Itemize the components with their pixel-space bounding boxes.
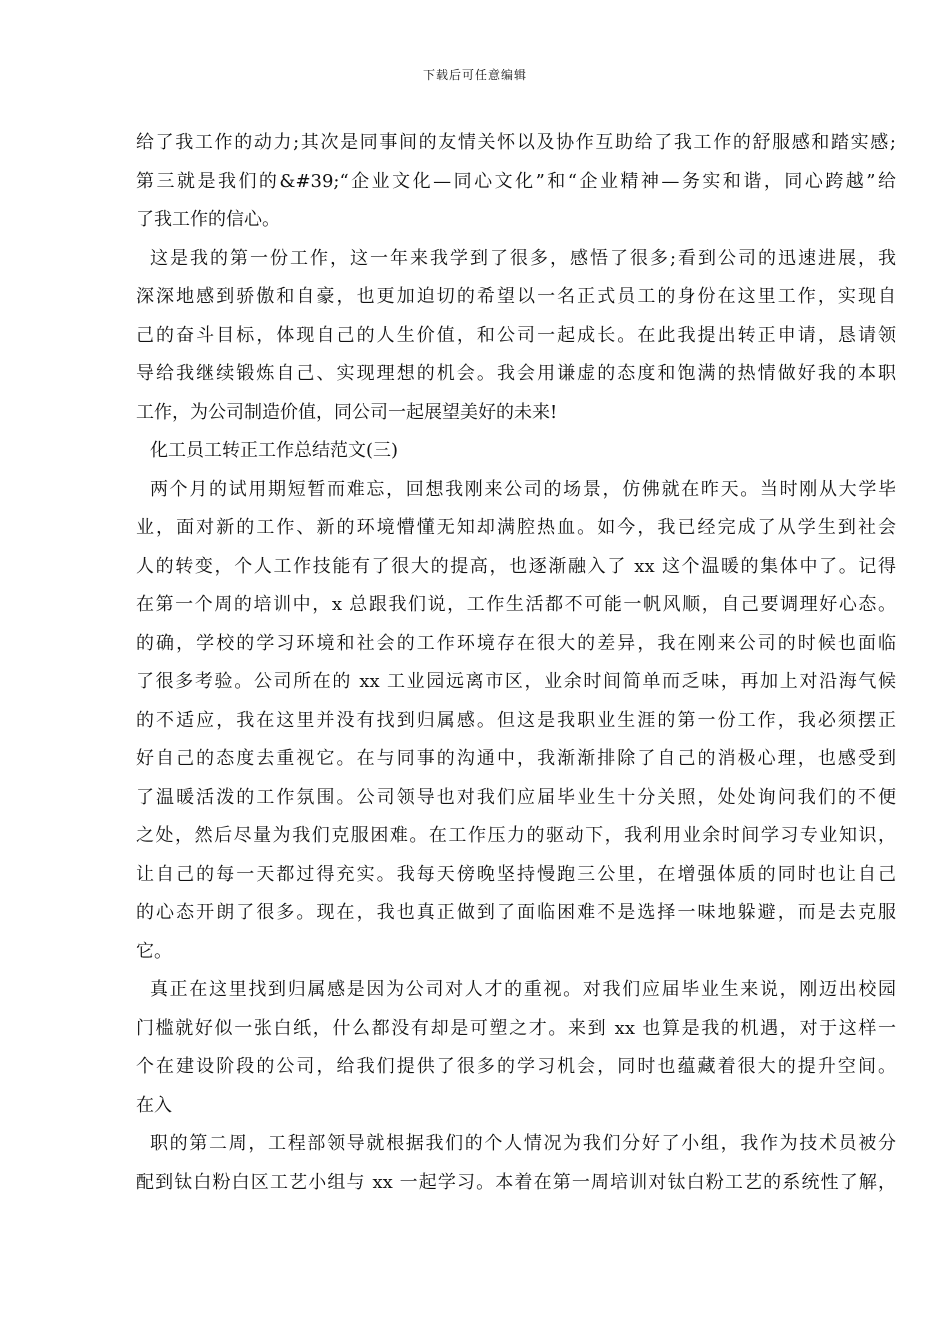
text-line: 给了我工作的动力;其次是同事间的友情关怀以及协作互助给了我工作的舒服感和踏实感;: [136, 132, 896, 153]
text-line: 的心态开朗了很多。现在，我也真正做到了面临困难不是选择一味地躲避，而是去克服: [136, 902, 896, 923]
text-line: 两个月的试用期短暂而难忘，回想我刚来公司的场景，仿佛就在昨天。当时刚从大学毕: [150, 478, 896, 500]
text-line: 业，面对新的工作、新的环境懵懂无知却满腔热血。如今，我已经完成了从学生到社会: [136, 517, 896, 538]
text-line: 工作，为公司制造价值，同公司一起展望美好的未来!: [136, 401, 558, 423]
text-line: 配到钛白粉白区工艺小组与 xx 一起学习。本着在第一周培训对钛白粉工艺的系统性了解，: [136, 1171, 896, 1193]
text-line: 好自己的态度去重视它。在与同事的沟通中，我渐渐排除了自己的消极心理，也感受到: [136, 748, 896, 769]
text-line: 的确，学校的学习环境和社会的工作环境存在很大的差异，我在刚来公司的时候也面临: [136, 632, 896, 654]
text-line: 门槛就好似一张白纸，什么都没有却是可塑之才。来到 xx 也算是我的机遇，对于这样一: [136, 1017, 896, 1039]
text-line: 化工员工转正工作总结范文(三): [150, 440, 399, 461]
text-line: 导给我继续锻炼自己、实现理想的机会。我会用谦虚的态度和饱满的热情做好我的本职: [136, 363, 896, 384]
text-line: 了很多考验。公司所在的 xx 工业园远离市区，业余时间简单而乏味，再加上对沿海气候: [136, 671, 896, 692]
text-line: 人的转变，个人工作技能有了很大的提高，也逐渐融入了 xx 这个温暖的集体中了。记得: [136, 555, 896, 577]
text-line: 职的第二周，工程部领导就根据我们的个人情况为我们分好了小组，我作为技术员被分: [150, 1133, 896, 1154]
text-line: 深深地感到骄傲和自豪，也更加迫切的希望以一名正式员工的身份在这里工作，实现自: [136, 286, 896, 307]
text-line: 个在建设阶段的公司，给我们提供了很多的学习机会，同时也蕴藏着很大的提升空间。: [136, 1056, 896, 1077]
text-line: 的不适应，我在这里并没有找到归属感。但这是我职业生涯的第一份工作，我必须摆正: [136, 709, 896, 731]
text-line: 在第一个周的培训中，x 总跟我们说，工作生活都不可能一帆风顺，自己要调理好心态。: [136, 594, 896, 615]
text-line: 真正在这里找到归属感是因为公司对人才的重视。对我们应届毕业生来说，刚迈出校园: [150, 979, 896, 1000]
text-line: 己的奋斗目标，体现自己的人生价值，和公司一起成长。在此我提出转正申请，恳请领: [136, 324, 896, 346]
text-line: 在入: [136, 1094, 172, 1116]
text-line: 之处，然后尽量为我们克服困难。在工作压力的驱动下，我利用业余时间学习专业知识，: [136, 825, 896, 846]
text-line: 这是我的第一份工作，这一年来我学到了很多，感悟了很多;看到公司的迅速进展，我: [150, 247, 896, 269]
text-line: 让自己的每一天都过得充实。我每天傍晚坚持慢跑三公里，在增强体质的同时也让自己: [136, 863, 896, 885]
text-line: 第三就是我们的&#39;“企业文化—同心文化”和“企业精神—务实和谐，同心跨越”给: [136, 170, 896, 192]
page-header: 下载后可任意编辑: [422, 68, 527, 82]
text-line: 它。: [136, 940, 172, 962]
document-body: [136, 124, 896, 1202]
text-line: 了我工作的信心。: [136, 209, 280, 230]
text-line: 了温暖活泼的工作氛围。公司领导也对我们应届毕业生十分关照，处处询问我们的不便: [136, 786, 896, 808]
